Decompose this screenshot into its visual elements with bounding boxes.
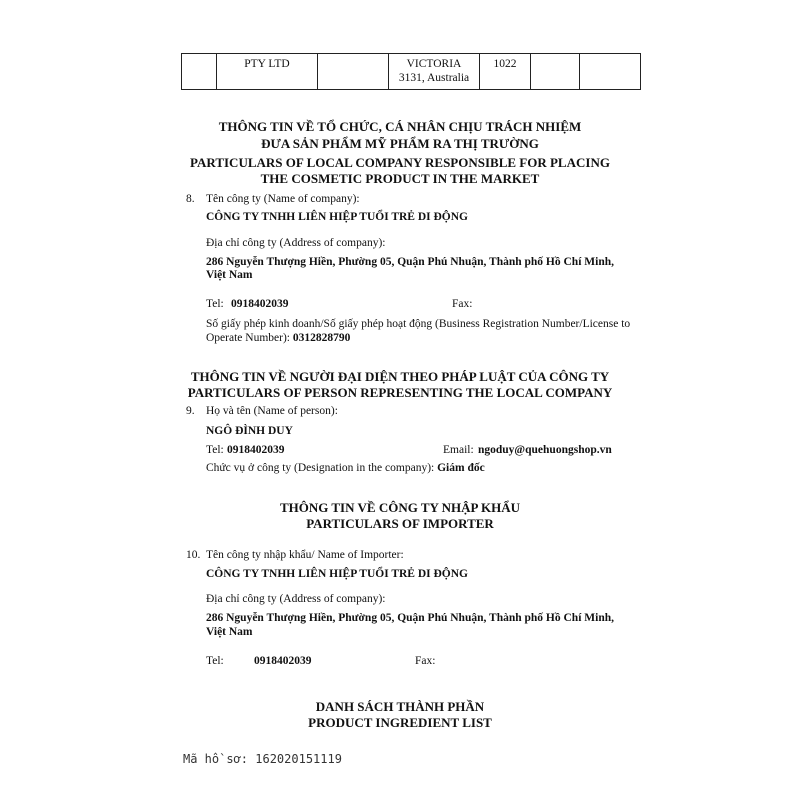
table-cell: PTY LTD [217,54,318,90]
tel-value: 0918402039 [231,298,289,310]
item-number: 8. [186,193,195,205]
table-cell [182,54,217,90]
tel-label: Tel: [206,444,224,456]
header-table [181,53,641,90]
company-address-line1: 286 Nguyễn Thượng Hiền, Phường 05, Quận Phú Nhuận, Thành phố Hồ Chí Minh, [206,256,614,268]
section-heading-vn: DANH SÁCH THÀNH PHẦN [315,699,485,714]
company-name-label: Tên công ty (Name of company): [206,193,360,205]
section-heading-vn-1: THÔNG TIN VỀ TỔ CHỨC, CÁ NHÂN CHỊU TRÁCH NHIỆM [218,119,582,134]
tel-value: 0918402039 [254,655,312,667]
person-name-value: NGÔ ĐÌNH DUY [206,425,293,437]
company-address-label: Địa chỉ công ty (Address of company): [206,237,386,249]
table-cell [389,54,480,90]
person-name-label: Họ và tên (Name of person): [206,405,338,417]
designation-value: Giám đốc [437,462,485,474]
tel-label: Tel: [206,655,224,667]
table-row [182,54,641,90]
license-value: 0312828790 [292,332,351,344]
section-heading-vn: THÔNG TIN VỀ NGƯỜI ĐẠI DIỆN THEO PHÁP LUẬT CỦA CÔNG TY [190,369,610,384]
table-cell [580,54,641,90]
address-city: VICTORIA [406,58,462,70]
importer-name-value: CÔNG TY TNHH LIÊN HIỆP TUỔI TRẺ DI ĐỘNG [206,568,469,580]
tel-label: Tel: [206,298,224,310]
company-address-line2: Việt Nam [206,269,253,281]
designation-row [206,462,485,474]
address-postcode: 3131, Australia [398,72,470,84]
importer-name-label: Tên công ty nhập khẩu/ Name of Importer: [206,549,404,561]
section-heading-en-1: PARTICULARS OF LOCAL COMPANY RESPONSIBLE FOR PLACING [190,155,610,170]
section-heading-vn: THÔNG TIN VỀ CÔNG TY NHẬP KHẨU [279,500,521,515]
item-number: 9. [186,405,195,417]
license-label-line2 [206,332,350,344]
designation-label: Chức vụ ở công ty (Designation in the company): [206,462,435,474]
file-number: Mã hồ sơ: 162020151119 [183,752,342,766]
email-label: Email: [443,444,474,456]
fax-label: Fax: [415,655,436,667]
table-cell [531,54,580,90]
section-heading-en: PARTICULARS OF IMPORTER [306,516,494,531]
fax-label: Fax: [452,298,473,310]
tel-value: 0918402039 [227,444,285,456]
license-label-text: Operate Number): [206,332,290,344]
importer-address-label: Địa chỉ công ty (Address of company): [206,593,386,605]
section-heading-en: PRODUCT INGREDIENT LIST [308,715,492,730]
item-number: 10. [186,549,201,561]
company-name-value: CÔNG TY TNHH LIÊN HIỆP TUỔI TRẺ DI ĐỘNG [206,211,469,223]
table-cell: 1022 [480,54,531,90]
table-cell [318,54,389,90]
importer-address-line1: 286 Nguyễn Thượng Hiền, Phường 05, Quận Phú Nhuận, Thành phố Hồ Chí Minh, [206,612,614,624]
importer-address-line2: Việt Nam [206,626,253,638]
section-heading-en: PARTICULARS OF PERSON REPRESENTING THE LOCAL COMPANY [187,385,613,400]
section-heading-en-2: THE COSMETIC PRODUCT IN THE MARKET [260,171,540,186]
email-value: ngoduy@quehuongshop.vn [478,444,612,456]
license-label-line1: Số giấy phép kinh doanh/Số giấy phép hoạt động (Business Registration Number/License to [206,318,631,330]
section-heading-vn-2: ĐƯA SẢN PHẨM MỸ PHẨM RA THỊ TRƯỜNG [261,136,539,151]
